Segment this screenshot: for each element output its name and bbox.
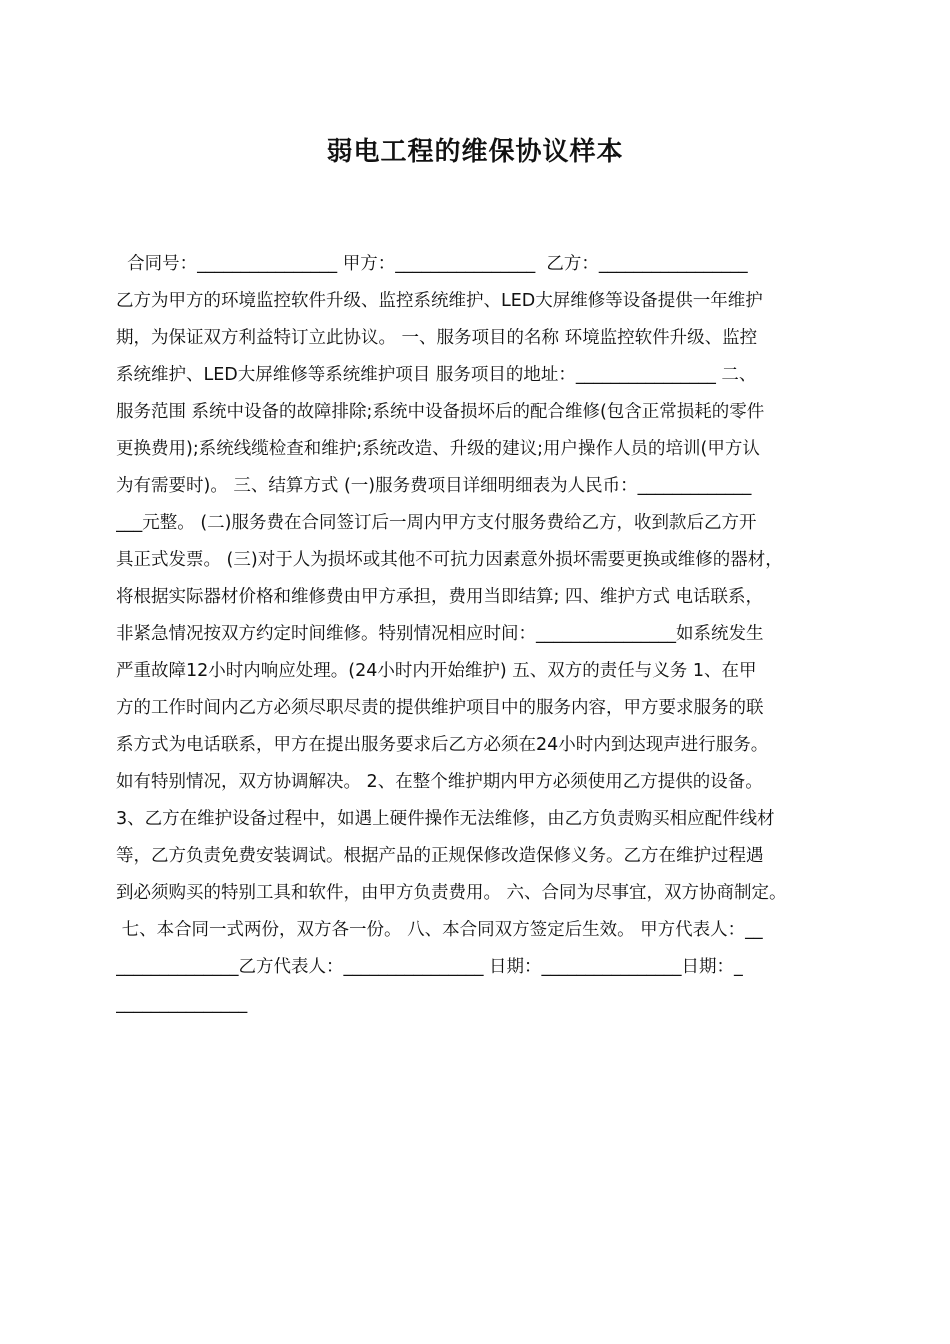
body-line: 为有需要时)。 三、结算方式 (一)服务费项目详细明细表为人民币：_____________ [116,476,752,496]
body-line: 等，乙方负责免费安装调试。根据产品的正规保修改造保修义务。乙方在维护过程遇 [116,846,764,866]
body-line: 如有特别情况，双方协调解决。 2、在整个维护期内甲方必须使用乙方提供的设备。 [116,772,763,792]
body-line: 系统维护、LED大屏维修等系统维护项目 服务项目的地址：________________ 二、 [116,365,757,385]
body-line: 到必须购买的特别工具和软件，由甲方负责费用。 六、合同为尽事宜，双方协商制定。 [116,883,787,903]
body-line: 七、本合同一式两份，双方各一份。 八、本合同双方签定后生效。 甲方代表人：__ [116,920,763,940]
body-line: 系方式为电话联系，甲方在提出服务要求后乙方必须在24小时内到达现声进行服务。 [116,735,769,755]
body-line: 合同号：________________ 甲方：________________ 乙方：_________________ [116,254,748,274]
body-line: ______________乙方代表人：________________ 日期：________________日期：_ [116,957,743,977]
contract-body [116,246,846,1023]
body-line: 期，为保证双方利益特订立此协议。 一、服务项目的名称 环境监控软件升级、监控 [116,328,758,348]
body-line: 服务范围 系统中设备的故障排除;系统中设备损坏后的配合维修(包含正常损耗的零件 [116,402,765,422]
document-title: 弱电工程的维保协议样本 [326,137,624,167]
body-line: 3、乙方在维护设备过程中，如遇上硬件操作无法维修，由乙方负责购买相应配件线材 [116,809,775,829]
body-line: ___元整。 (二)服务费在合同签订后一周内甲方支付服务费给乙方，收到款后乙方开 [116,513,757,533]
body-line: 严重故障12小时内响应处理。(24小时内开始维护) 五、双方的责任与义务 1、在甲 [116,661,757,681]
body-line: 非紧急情况按双方约定时间维修。特别情况相应时间：________________如系统发生 [116,624,764,644]
body-line: _______________ [116,994,248,1014]
body-line: 将根据实际器材价格和维修费由甲方承担，费用当即结算; 四、维护方式 电话联系， [116,587,764,607]
body-line: 乙方为甲方的环境监控软件升级、监控系统维护、LED大屏维修等设备提供一年维护 [116,291,763,311]
body-line: 更换费用);系统线缆检查和维护;系统改造、升级的建议;用户操作人员的培训(甲方认 [116,439,760,459]
body-line: 具正式发票。 (三)对于人为损坏或其他不可抗力因素意外损坏需要更换或维修的器材， [116,550,783,570]
body-line: 方的工作时间内乙方必须尽职尽责的提供维护项目中的服务内容，甲方要求服务的联 [116,698,764,718]
